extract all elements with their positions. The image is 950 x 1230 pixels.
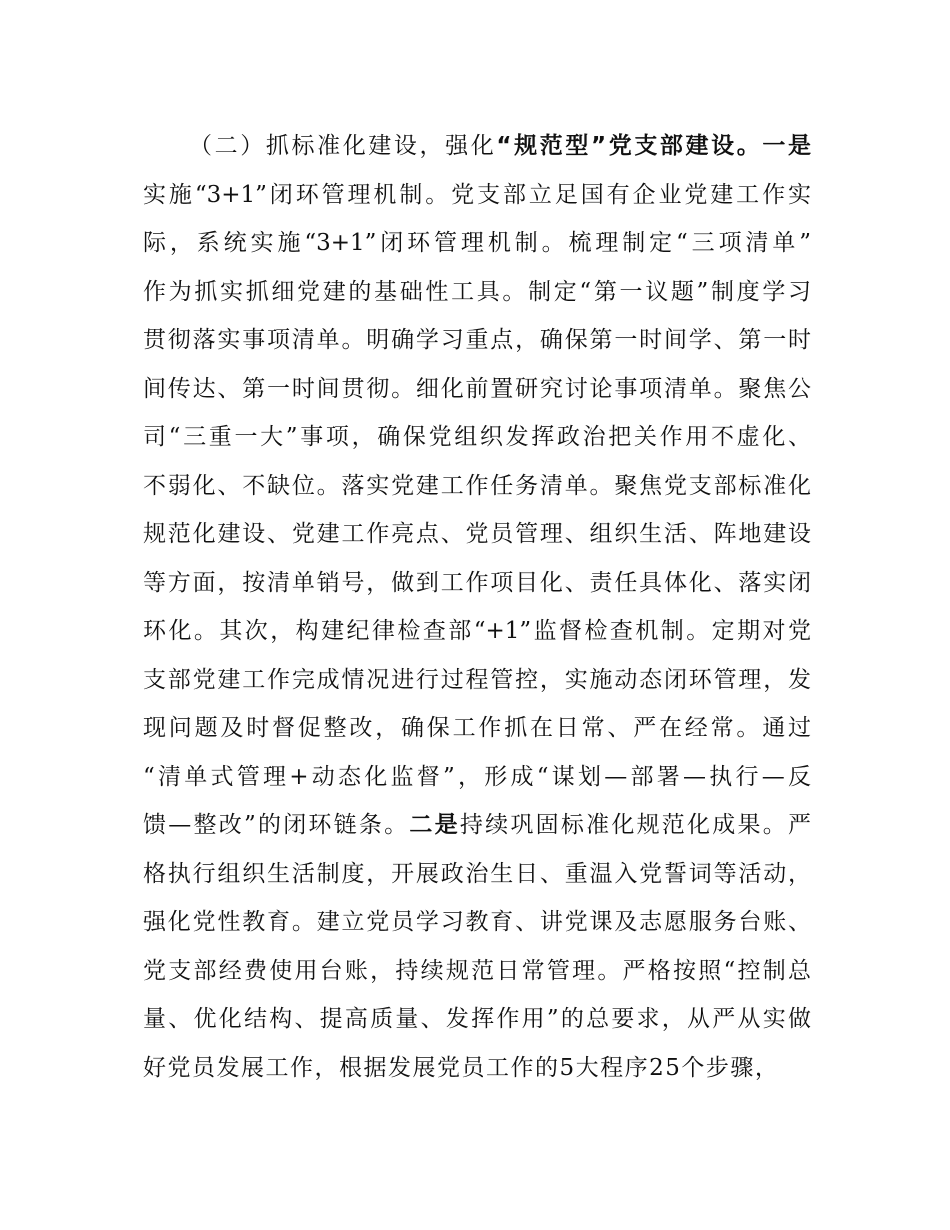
text-segment: 支部党建工作完成情况进行过程管控，实施动态闭环管理，发 [143,666,811,693]
bold-heading-segment: “规范型”党支部建设。一是 [496,133,812,159]
text-line [143,122,811,171]
text-line [143,219,811,268]
body-paragraph [143,122,811,1092]
text-segment: 等方面，按清单销号，做到工作项目化、责任具体化、落实闭 [143,569,811,596]
text-segment: 党支部经费使用台账，持续规范日常管理。严格按照“控制总 [143,957,811,984]
text-segment: 量、优化结构、提高质量、发挥作用”的总要求，从严从实做 [143,1006,811,1032]
text-line [143,510,811,559]
text-line [143,704,811,753]
document-page [143,122,811,1092]
text-line [143,850,811,899]
text-segment: 实施“3+1”闭环管理机制。党支部立足国有企业党建工作实 [143,181,811,208]
text-line [143,898,811,947]
text-segment: 间传达、第一时间贯彻。细化前置研究讨论事项清单。聚焦公 [143,375,811,402]
text-line [143,413,811,462]
text-segment: 好党员发展工作，根据发展党员工作的5大程序25个步骤， [143,1054,780,1081]
text-line [143,947,811,996]
text-segment: 作为抓实抓细党建的基础性工具。制定“第一议题”制度学习 [143,278,811,305]
text-segment: 现问题及时督促整改，确保工作抓在日常、严在经常。通过 [143,715,811,741]
text-line [143,1044,811,1093]
text-line [143,607,811,656]
text-line [143,753,811,802]
text-segment: 持续巩固标准化规范化成果。严 [459,812,812,838]
text-line [143,171,811,220]
text-segment: 环化。其次，构建纪律检查部“+1”监督检查机制。定期对党 [143,618,811,644]
text-segment: 规范化建设、党建工作亮点、党员管理、组织生活、阵地建设 [143,521,811,547]
text-segment: 馈—整改”的闭环链条。 [143,812,410,838]
text-line [143,365,811,414]
text-line [143,316,811,365]
text-segment: 贯彻落实事项清单。明确学习重点，确保第一时间学、第一时 [143,327,811,353]
text-segment: 不弱化、不缺位。落实党建工作任务清单。聚焦党支部标准化 [143,472,811,499]
text-segment: “清单式管理+动态化监督”，形成“谋划—部署—执行—反 [143,763,811,790]
text-segment: （二）抓标准化建设，强化 [189,133,497,159]
text-segment: 司“三重一大”事项，确保党组织发挥政治把关作用不虚化、 [143,424,811,450]
text-segment: 强化党性教育。建立党员学习教育、讲党课及志愿服务台账、 [143,909,811,935]
text-line [143,268,811,317]
text-line [143,462,811,511]
text-segment: 际，系统实施“3+1”闭环管理机制。梳理制定“三项清单” [143,230,811,256]
text-line [143,559,811,608]
text-line [143,995,811,1044]
text-line [143,801,811,850]
bold-keyword-segment: 二是 [409,812,460,838]
text-line [143,656,811,705]
text-segment: 格执行组织生活制度，开展政治生日、重温入党誓词等活动， [143,860,811,887]
